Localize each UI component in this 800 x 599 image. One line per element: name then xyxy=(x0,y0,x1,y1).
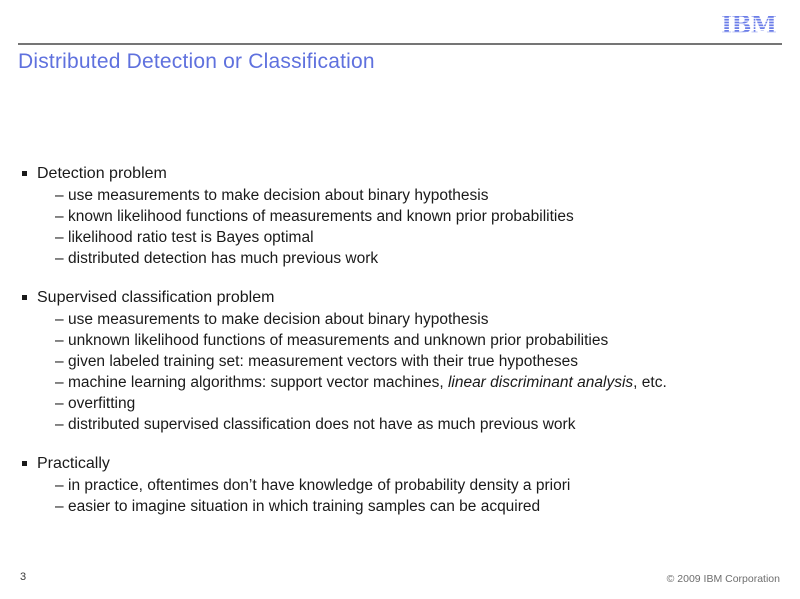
bullet-item xyxy=(18,452,792,475)
sub-bullet-item xyxy=(18,496,792,517)
bullet-label: Supervised classification problem xyxy=(37,289,275,306)
page-number: 3 xyxy=(20,571,27,583)
sub-bullet-text: distributed supervised classification does not have as much previous work xyxy=(68,416,576,433)
sub-bullet-text: in practice, oftentimes don’t have knowledge of probability density a priori xyxy=(68,477,571,494)
dash-marker: – xyxy=(55,498,64,515)
sub-bullet-text: use measurements to make decision about binary hypothesis xyxy=(68,311,489,328)
sub-bullet-item xyxy=(18,351,792,372)
sub-bullet-item xyxy=(18,372,792,393)
sub-bullet-item xyxy=(18,248,792,269)
sub-bullet-item xyxy=(18,185,792,206)
ibm-logo-text: IBM xyxy=(721,13,777,36)
dash-marker: – xyxy=(55,374,64,391)
sub-bullet-text xyxy=(68,372,667,393)
sub-bullet-item xyxy=(18,393,792,414)
sub-bullet-text: use measurements to make decision about binary hypothesis xyxy=(68,187,489,204)
text-segment: machine learning algorithms: support vector machines, xyxy=(68,374,448,391)
sub-bullet-text: given labeled training set: measurement vectors with their true hypotheses xyxy=(68,353,579,370)
bullet-item xyxy=(18,286,792,309)
dash-marker: – xyxy=(55,332,64,349)
bullet-group xyxy=(18,452,792,517)
bullet-square-icon xyxy=(22,461,27,466)
slide-content xyxy=(18,162,792,534)
dash-marker: – xyxy=(55,395,64,412)
dash-marker: – xyxy=(55,353,64,370)
copyright-notice: © 2009 IBM Corporation xyxy=(666,573,780,585)
text-segment: , etc. xyxy=(633,374,667,391)
ibm-logo xyxy=(720,13,778,36)
slide-title: Distributed Detection or Classification xyxy=(18,50,375,73)
sub-bullet-item xyxy=(18,227,792,248)
text-segment: linear discriminant analysis xyxy=(447,374,634,391)
sub-bullet-item xyxy=(18,330,792,351)
dash-marker: – xyxy=(55,187,64,204)
dash-marker: – xyxy=(55,250,64,267)
bullet-group xyxy=(18,162,792,269)
bullet-group xyxy=(18,286,792,435)
bullet-square-icon xyxy=(22,295,27,300)
dash-marker: – xyxy=(55,229,64,246)
sub-bullet-text: unknown likelihood functions of measurements and unknown prior probabilities xyxy=(68,332,609,349)
dash-marker: – xyxy=(55,477,64,494)
sub-bullet-text: likelihood ratio test is Bayes optimal xyxy=(68,229,314,246)
bullet-label: Detection problem xyxy=(37,165,167,182)
dash-marker: – xyxy=(55,208,64,225)
dash-marker: – xyxy=(55,311,64,328)
sub-bullet-item xyxy=(18,414,792,435)
bullet-label: Practically xyxy=(37,455,110,472)
sub-bullet-text: known likelihood functions of measurements and known prior probabilities xyxy=(68,208,574,225)
sub-bullet-text: distributed detection has much previous work xyxy=(68,250,379,267)
sub-bullet-text: overfitting xyxy=(68,395,136,412)
sub-bullet-item xyxy=(18,309,792,330)
dash-marker: – xyxy=(55,416,64,433)
header-rule xyxy=(18,43,782,45)
sub-bullet-item xyxy=(18,475,792,496)
bullet-item xyxy=(18,162,792,185)
bullet-square-icon xyxy=(22,171,27,176)
sub-bullet-item xyxy=(18,206,792,227)
sub-bullet-text: easier to imagine situation in which training samples can be acquired xyxy=(68,498,541,515)
